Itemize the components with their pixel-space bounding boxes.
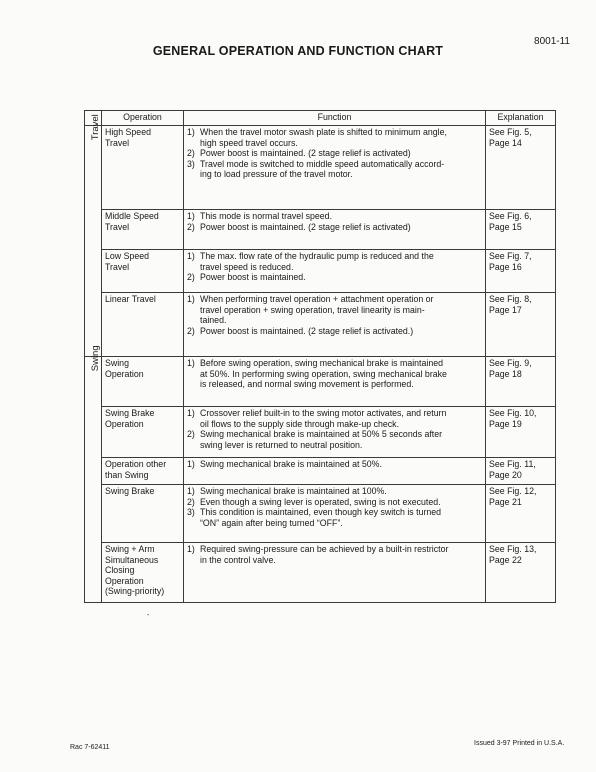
function-item [187, 507, 482, 528]
explanation-cell [486, 357, 556, 407]
explanation-line: Page 15 [489, 221, 522, 232]
function-cell [184, 126, 486, 210]
function-line: Swing mechanical brake is maintained at 50%. [200, 459, 382, 469]
explanation-line: Page 16 [489, 261, 522, 272]
function-line: When the travel motor swash plate is shifted to minimum angle, [200, 127, 447, 137]
explanation-cell [486, 485, 556, 543]
function-item [187, 497, 482, 508]
function-line: oil flows to the supply side through make-up check. [200, 418, 400, 429]
function-cell [184, 357, 486, 407]
explanation-line: Page 19 [489, 418, 522, 429]
explanation-line: See Fig. 11, [489, 459, 536, 469]
function-line: high speed travel occurs. [200, 137, 298, 148]
explanation-cell [486, 250, 556, 293]
function-item [187, 326, 482, 337]
function-line: at 50%. In performing swing operation, swing mechanical brake [200, 368, 447, 379]
explanation-header: Explanation [486, 111, 556, 126]
function-item-number: 1) [187, 486, 195, 496]
operation-line: High Speed [105, 127, 151, 137]
explanation-line: See Fig. 10, [489, 408, 537, 418]
function-item-text [200, 429, 482, 450]
page-title: GENERAL OPERATION AND FUNCTION CHART [152, 44, 444, 58]
operation-line: Travel [105, 221, 130, 232]
function-cell [184, 543, 486, 603]
explanation-line: Page 21 [489, 496, 522, 507]
function-item [187, 148, 482, 159]
function-item [187, 222, 482, 233]
function-line: Crossover relief built-in to the swing motor activates, and return [200, 408, 447, 418]
function-item-number: 2) [187, 496, 195, 507]
operation-line: Operation other [105, 459, 167, 469]
function-item [187, 251, 482, 272]
table-row [85, 485, 556, 543]
operation-cell [102, 293, 184, 357]
function-item-text [200, 127, 482, 148]
function-item-number: 1) [187, 294, 195, 304]
group-label: Swing [89, 345, 101, 372]
table-row [85, 210, 556, 250]
function-cell [184, 407, 486, 458]
table-row [85, 126, 556, 210]
operation-line: Operation [105, 575, 144, 586]
function-item-text [200, 211, 482, 222]
tick-mark: - [147, 612, 150, 619]
header-row [85, 111, 556, 126]
function-line: When performing travel operation + attachment operation or [200, 294, 434, 304]
operation-line: Swing + Arm [105, 544, 155, 554]
function-item-text [200, 497, 482, 508]
operation-line: Closing [105, 565, 135, 575]
function-item-number: 1) [187, 358, 195, 368]
function-item-number: 3) [187, 507, 195, 517]
table-row [85, 293, 556, 357]
function-cell [184, 250, 486, 293]
operation-line: Operation [105, 418, 144, 429]
operation-line: Low Speed [105, 251, 150, 261]
function-line: Power boost is maintained. (2 stage relief is activated.) [200, 325, 414, 336]
explanation-line: Page 22 [489, 554, 522, 565]
explanation-line: See Fig. 12, [489, 486, 537, 496]
group-label-cell [85, 345, 102, 603]
table-row [85, 407, 556, 458]
operation-line: Linear Travel [105, 294, 156, 304]
group-label: Travel [89, 114, 101, 141]
table-row [85, 458, 556, 485]
function-item [187, 544, 482, 565]
operation-line: Swing Brake [105, 408, 155, 418]
function-item-number: 1) [187, 251, 195, 261]
function-line: in the control valve. [200, 554, 276, 565]
operation-cell [102, 485, 184, 543]
function-line: Power boost is maintained. [200, 272, 306, 282]
function-line: Power boost is maintained. (2 stage relief is activated) [200, 221, 411, 232]
explanation-cell [486, 458, 556, 485]
function-item-text [200, 251, 482, 272]
operation-cell [102, 407, 184, 458]
footer-issued: Issued 3-97 Printed in U.S.A. [474, 740, 565, 747]
function-item-text [200, 507, 482, 528]
function-header: Function [184, 111, 486, 126]
explanation-line: See Fig. 8, [489, 294, 532, 304]
function-item-number: 3) [187, 158, 195, 169]
function-item-number: 1) [187, 408, 195, 418]
function-cell [184, 293, 486, 357]
explanation-line: See Fig. 9, [489, 358, 532, 368]
explanation-line: Page 17 [489, 304, 522, 315]
explanation-line: Page 14 [489, 137, 522, 148]
explanation-line: See Fig. 7, [489, 251, 532, 261]
function-item-number: 2) [187, 272, 195, 282]
operation-cell [102, 126, 184, 210]
function-item-number: 2) [187, 148, 195, 158]
function-chart-table [84, 110, 556, 603]
function-item [187, 294, 482, 326]
function-item-number: 2) [187, 429, 195, 439]
function-item-text [200, 408, 482, 429]
function-item-number: 2) [187, 221, 195, 232]
function-item [187, 127, 482, 148]
function-cell [184, 210, 486, 250]
function-item-number: 1) [187, 459, 195, 469]
function-line: tained. [200, 315, 227, 325]
function-line: This condition is maintained, even though key switch is turned [200, 507, 442, 517]
explanation-line: See Fig. 5, [489, 127, 532, 137]
operation-line: Travel [105, 137, 130, 148]
function-item-number: 1) [187, 127, 195, 137]
function-line: The max. flow rate of the hydraulic pump is reduced and the [200, 251, 434, 261]
function-line: This mode is normal travel speed. [200, 211, 333, 221]
explanation-cell [486, 210, 556, 250]
function-item [187, 159, 482, 180]
operation-line: Operation [105, 368, 144, 379]
function-line: Swing mechanical brake is maintained at 100%. [200, 486, 387, 496]
function-line: Even though a swing lever is operated, swing is not executed. [200, 496, 441, 507]
function-item-number: 1) [187, 544, 195, 554]
operation-cell [102, 357, 184, 407]
function-item [187, 272, 482, 283]
function-item [187, 408, 482, 429]
explanation-line: See Fig. 13, [489, 544, 537, 554]
function-item-text [200, 148, 482, 159]
function-item-text [200, 222, 482, 233]
function-item-text [200, 294, 482, 326]
explanation-line: See Fig. 6, [489, 211, 532, 221]
operation-header: Operation [102, 111, 184, 126]
function-item [187, 358, 482, 390]
function-item [187, 459, 482, 470]
function-line: is released, and normal swing movement is performed. [200, 379, 414, 389]
function-item-text [200, 326, 482, 337]
function-item [187, 211, 482, 222]
function-line: travel speed is reduced. [200, 261, 294, 272]
operation-line: Swing Brake [105, 486, 155, 496]
operation-line: Middle Speed [105, 211, 159, 221]
operation-line: Simultaneous [105, 554, 159, 565]
operation-line: than Swing [105, 469, 149, 480]
function-item-text [200, 272, 482, 283]
function-item-number: 2) [187, 325, 195, 336]
operation-line: Swing [105, 358, 129, 368]
function-line: ing to load pressure of the travel motor. [200, 169, 353, 179]
operation-cell [102, 210, 184, 250]
function-line: Before swing operation, swing mechanical brake is maintained [200, 358, 444, 368]
function-item [187, 486, 482, 497]
function-cell [184, 458, 486, 485]
function-line: Travel mode is switched to middle speed automatically accord- [200, 158, 445, 169]
function-line: travel operation + swing operation, travel linearity is main- [200, 304, 425, 315]
function-item-text [200, 459, 482, 470]
function-line: Required swing-pressure can be achieved by a built-in restrictor [200, 544, 449, 554]
footer-doc-id: Rac 7-62411 [70, 744, 110, 751]
function-item-text [200, 486, 482, 497]
table-row [85, 250, 556, 293]
function-line: Power boost is maintained. (2 stage relief is activated) [200, 148, 411, 158]
function-line: “ON” again after being turned “OFF”. [200, 517, 343, 528]
operation-line: (Swing-priority) [105, 586, 165, 596]
operation-cell [102, 543, 184, 603]
explanation-cell [486, 293, 556, 357]
explanation-cell [486, 407, 556, 458]
function-item-text [200, 358, 482, 390]
operation-line: Travel [105, 261, 130, 272]
function-item-number: 1) [187, 211, 195, 221]
function-item-text [200, 159, 482, 180]
function-item-text [200, 544, 482, 565]
explanation-cell [486, 126, 556, 210]
explanation-cell [486, 543, 556, 603]
table-row [85, 543, 556, 603]
table-row [85, 357, 556, 407]
function-item [187, 429, 482, 450]
operation-cell [102, 458, 184, 485]
explanation-line: Page 18 [489, 368, 522, 379]
function-line: Swing mechanical brake is maintained at 50% 5 seconds after [200, 429, 443, 439]
explanation-line: Page 20 [489, 469, 522, 480]
operation-cell [102, 250, 184, 293]
group-label-cell [85, 114, 102, 357]
page-number: 8001-11 [534, 36, 570, 47]
function-cell [184, 485, 486, 543]
function-line: swing lever is returned to neutral position. [200, 439, 363, 450]
